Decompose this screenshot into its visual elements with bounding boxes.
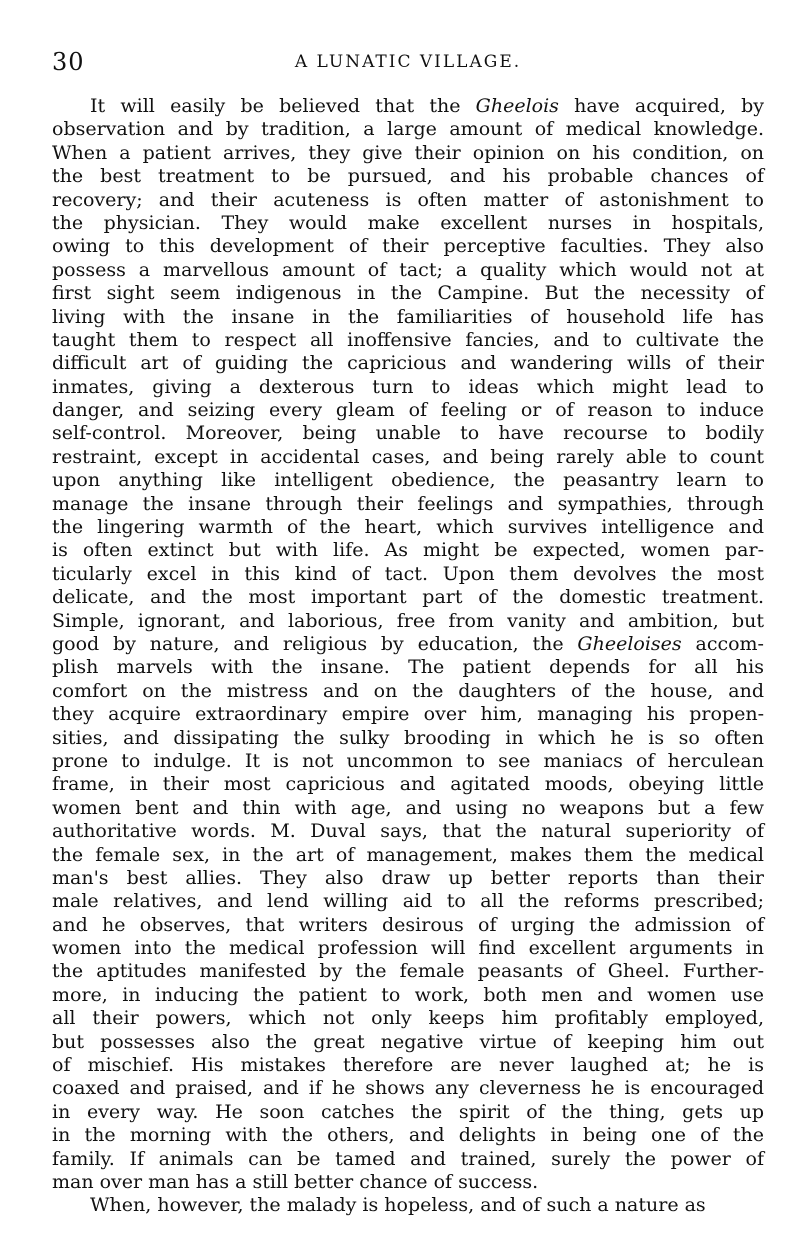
text-line: It will easily be believed that the Gheelois have acquired, by <box>90 95 764 117</box>
text-line: possess a marvellous amount of tact; a quality which would not at <box>52 258 764 281</box>
text-line: manage the insane through their feelings and sympathies, through <box>52 492 764 515</box>
text-line: the physician. They would make excellent nurses in hospitals, <box>52 211 764 234</box>
text-line: is often extinct but with life. As might be expected, women par- <box>52 539 764 562</box>
text-line: taught them to respect all inoffensive fancies, and to cultivate the <box>52 328 764 351</box>
italic-word: Gheelois <box>475 95 559 117</box>
italic-word: Gheeloises <box>577 632 682 655</box>
text-line: man's best allies. They also draw up better reports than their <box>52 866 764 889</box>
text-line: recovery; and their acuteness is often matter of astonishment to <box>52 188 764 211</box>
running-head <box>52 48 764 76</box>
text-line: self-control. Moreover, being unable to have recourse to bodily <box>52 422 764 445</box>
text-line: When, however, the malady is hopeless, and of such a nature as <box>90 1194 706 1217</box>
text-line: ticularly excel in this kind of tact. Upon them devolves the most <box>52 562 764 585</box>
text-line: coaxed and praised, and if he shows any cleverness he is encouraged <box>52 1077 764 1100</box>
text-line: they acquire extraordinary empire over him, managing his propen- <box>52 703 764 726</box>
text-line: in the morning with the others, and delights in being one of the <box>52 1124 764 1147</box>
text-line: inmates, giving a dexterous turn to ideas which might lead to <box>52 375 764 398</box>
text-line: When a patient arrives, they give their opinion on his condition, on <box>52 141 764 164</box>
text-line: but possesses also the great negative virtue of keeping him out <box>52 1030 764 1053</box>
page-number: 30 <box>52 48 85 76</box>
text-line: good by nature, and religious by education, the Gheeloises accom- <box>52 632 764 655</box>
text-line: plish marvels with the insane. The patient depends for all his <box>52 656 764 679</box>
text-line: the female sex, in the art of management, makes them the medical <box>52 843 764 866</box>
text-line: living with the insane in the familiarities of household life has <box>52 305 764 328</box>
text-line: women bent and thin with age, and using no weapons but a few <box>52 796 764 819</box>
text-line: family. If animals can be tamed and trained, surely the power of <box>52 1147 764 1170</box>
text-line: comfort on the mistress and on the daughters of the house, and <box>52 679 764 702</box>
text-line: male relatives, and lend willing aid to all the reforms prescribed; <box>52 890 764 913</box>
text-line: in every way. He soon catches the spirit of the thing, gets up <box>52 1100 764 1123</box>
text-line: delicate, and the most important part of the domestic treatment. <box>52 586 764 609</box>
text-line: observation and by tradition, a large amount of medical knowledge. <box>52 118 764 141</box>
text-line: Simple, ignorant, and laborious, free from vanity and ambition, but <box>52 609 764 632</box>
text-line: the aptitudes manifested by the female peasants of Gheel. Further- <box>52 960 764 983</box>
text-line: sities, and dissipating the sulky brooding in which he is so often <box>52 726 764 749</box>
text-line: authoritative words. M. Duval says, that the natural superiority of <box>52 820 764 843</box>
text-line: the lingering warmth of the heart, which survives intelligence and <box>52 516 764 539</box>
text-line: difficult art of guiding the capricious and wandering wills of their <box>52 352 764 375</box>
text-line: of mischief. His mistakes therefore are never laughed at; he is <box>52 1054 764 1077</box>
text-line: frame, in their most capricious and agitated moods, obeying little <box>52 773 764 796</box>
text-line: first sight seem indigenous in the Campine. But the necessity of <box>52 282 764 305</box>
text-line: women into the medical profession will find excellent arguments in <box>52 937 764 960</box>
text-line: the best treatment to be pursued, and his probable chances of <box>52 165 764 188</box>
text-line: restraint, except in accidental cases, and being rarely able to count <box>52 445 764 468</box>
text-line: prone to indulge. It is not uncommon to see maniacs of herculean <box>52 749 764 772</box>
body-text <box>52 95 764 1218</box>
text-line: owing to this development of their perceptive faculties. They also <box>52 235 764 258</box>
text-line: all their powers, which not only keeps him profitably employed, <box>52 1007 764 1030</box>
text-line: danger, and seizing every gleam of feeling or of reason to induce <box>52 399 764 422</box>
text-line: man over man has a still better chance of success. <box>52 1170 539 1193</box>
text-line: and he observes, that writers desirous of urging the admission of <box>52 913 764 936</box>
running-title: A LUNATIC VILLAGE. <box>294 52 522 72</box>
text-line: more, in inducing the patient to work, both men and women use <box>52 983 764 1006</box>
text-line: upon anything like intelligent obedience, the peasantry learn to <box>52 469 764 492</box>
